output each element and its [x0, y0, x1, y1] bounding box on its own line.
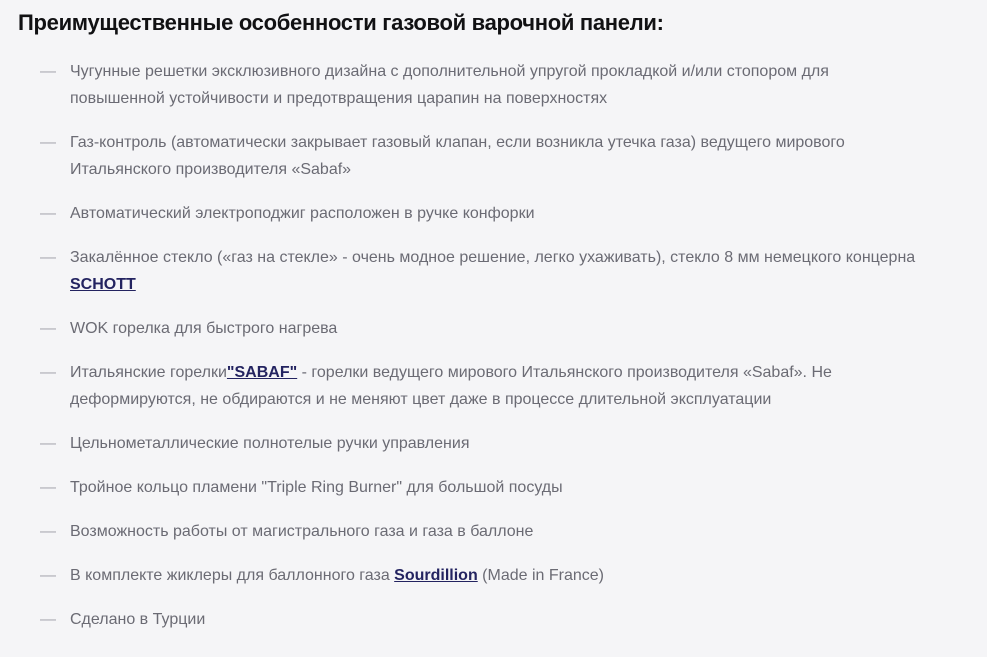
list-item-text: WOK горелка для быстрого нагрева [70, 320, 338, 337]
dash-bullet-icon: — [40, 320, 56, 337]
dash-bullet-icon: — [40, 523, 56, 540]
list-item [40, 430, 969, 457]
dash-bullet-icon: — [40, 364, 56, 381]
list-item [40, 200, 969, 227]
sourdillion-link[interactable]: Sourdillion [394, 567, 478, 584]
list-item-text: Чугунные решетки эксклюзивного дизайна с дополнительной упругой прокладкой и/или стопором для повышенной устойчивости и предотвращения царапин на поверхностях [70, 63, 829, 107]
list-item-text: Сделано в Турции [70, 611, 206, 628]
dash-bullet-icon: — [40, 479, 56, 496]
list-item-text: Автоматический электроподжиг расположен в ручке конфорки [70, 205, 535, 222]
sabaf-link[interactable]: "SABAF" [226, 364, 298, 381]
list-item-text: Тройное кольцо пламени "Triple Ring Burner" для большой посуды [70, 479, 563, 496]
list-item [40, 129, 969, 183]
list-item [40, 359, 969, 413]
dash-bullet-icon: — [40, 435, 56, 452]
list-item [40, 606, 969, 633]
list-item-text: Газ-контроль (автоматически закрывает газовый клапан, если возникла утечка газа) ведущего мирового Итальянского производителя «Sabaf» [70, 134, 845, 178]
dash-bullet-icon: — [40, 134, 56, 151]
list-item-text: Возможность работы от магистрального газа и газа в баллоне [70, 523, 534, 540]
page-title: Преимущественные особенности газовой варочной панели: [18, 10, 664, 35]
features-list [18, 58, 969, 633]
list-item [40, 58, 969, 112]
list-item [40, 315, 969, 342]
list-item [40, 244, 969, 298]
schott-link[interactable]: SCHOTT [70, 276, 136, 293]
list-item-text: В комплекте жиклеры для баллонного газа Sourdillion (Made in France) [70, 567, 604, 584]
dash-bullet-icon: — [40, 205, 56, 222]
list-item-text: Цельнометаллические полнотелые ручки управления [70, 435, 470, 452]
dash-bullet-icon: — [40, 611, 56, 628]
list-item [40, 474, 969, 501]
dash-bullet-icon: — [40, 249, 56, 266]
list-item [40, 562, 969, 589]
list-item [40, 518, 969, 545]
dash-bullet-icon: — [40, 567, 56, 584]
list-item-text: Итальянские горелки"SABAF" - горелки ведущего мирового Итальянского производителя «Sabaf». Не деформируются, не обдираются и не меняют цвет даже в процессе длительной эксплуатации [70, 364, 832, 408]
list-item-text: Закалённое стекло («газ на стекле» - очень модное решение, легко ухаживать), стекло 8 мм немецкого концерна SCHOTT [70, 249, 916, 293]
dash-bullet-icon: — [40, 63, 56, 80]
